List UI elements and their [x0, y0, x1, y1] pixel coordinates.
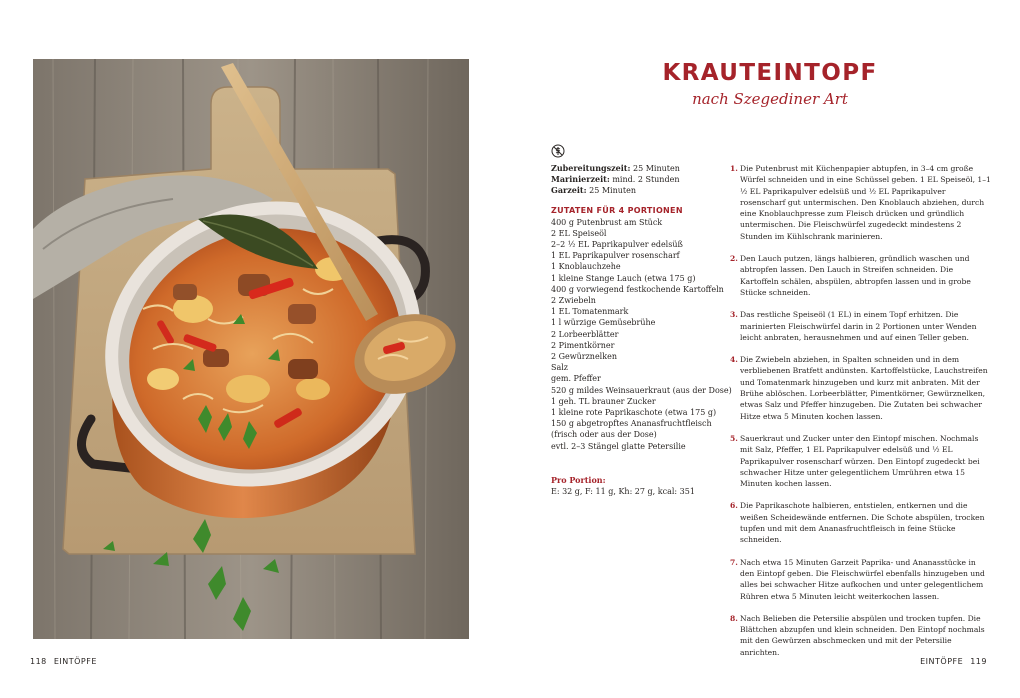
step-text: Nach Belieben die Petersilie abspülen und trocken tupfen. Die Blättchen abzupfen und klein schneiden. Den Eintopf nochmals mit den Gewürzen abschmecken und mit der Petersilie anrichten. — [740, 613, 985, 657]
portion-heading: Pro Portion: — [551, 474, 606, 485]
step-number: 6. — [730, 501, 738, 511]
step-number: 2. — [730, 254, 738, 264]
step-item — [730, 557, 992, 602]
step-text: Die Zwiebeln abziehen, in Spalten schneiden und in dem verbliebenen Bratfett andünsten. Kartoffelstücke, Lauchstreifen und Tomatenmark hinzugeben und kurz mit anbraten. Mit der Brühe ablöschen. Lorbeerblätter, Pimentkörner, Gewürznelken, etwas Salz und Pfeffer hinzugeben. Die Zutaten bei schwacher Hitze etwa 5 Minuten kochen lassen. — [740, 355, 988, 421]
step-item — [730, 163, 992, 242]
step-number: 3. — [730, 310, 738, 320]
footer-left — [30, 657, 97, 666]
marinate-time: Marinierzeit: mind. 2 Stunden — [551, 174, 680, 185]
ingredient-item: (frisch oder aus der Dose) — [551, 430, 657, 440]
ingredient-item: 1 EL Tomatenmark — [551, 307, 629, 317]
ingredient-item: 2 Gewürznelken — [551, 352, 617, 362]
ingredient-item: 2 Pimentkörner — [551, 340, 615, 350]
step-text: Sauerkraut und Zucker unter den Eintopf mischen. Nochmals mit Salz, Pfeffer, 1 EL Paprikapulver edelsüß und ½ EL Paprikapulver rosenscharf würzen. Den Eintopf zugedeckt bei schwacher Hitze unter gelegentlichem Umrühren etwa 15 Minuten kochen lassen. — [740, 433, 980, 489]
section-label-left: EINTÖPFE — [53, 657, 97, 666]
step-item — [730, 500, 992, 545]
step-number: 1. — [730, 164, 738, 173]
step-number: 5. — [730, 433, 738, 443]
instructions — [730, 163, 992, 669]
step-number: 4. — [730, 355, 738, 365]
step-item — [730, 253, 992, 298]
ingredient-item: 400 g vorwiegend festkochende Kartoffeln — [551, 284, 724, 294]
step-item — [730, 613, 992, 658]
ingredient-item: 400 g Putenbrust am Stück — [551, 217, 663, 227]
wheat-crossed-icon — [551, 143, 565, 157]
ingredient-item: 150 g abgetropftes Ananasfruchtfleisch — [551, 419, 712, 429]
recipe-info-column — [551, 163, 732, 497]
footer-right — [920, 657, 987, 666]
prep-time: Zubereitungszeit: 25 Minuten — [551, 163, 680, 173]
ingredient-item: 2 Lorbeerblätter — [551, 329, 619, 339]
step-item — [730, 433, 992, 489]
ingredient-item: 1 kleine rote Paprikaschote (etwa 175 g) — [551, 408, 717, 418]
cook-time: Garzeit: 25 Minuten — [551, 185, 636, 196]
step-text: Die Paprikaschote halbieren, entstielen, entkernen und die weißen Scheidewände entfernen. Die Schote abspülen, trocken tupfen und mit dem Ananasfruchtfleisch in feine Stücke schneiden. — [740, 501, 985, 545]
recipe-title: KRAUTEINTOPF — [662, 60, 878, 86]
ingredient-item: gem. Pfeffer — [551, 374, 601, 384]
page-number-left: 118 — [30, 657, 47, 666]
ingredient-item: 2–2 ½ EL Paprikapulver edelsüß — [551, 240, 683, 250]
step-text: Die Putenbrust mit Küchenpapier abtupfen, in 3–4 cm große Würfel schneiden und in eine Schüssel geben. 1 EL Speiseöl, 1–1 ½ EL Paprikapulver edelsüß und ½ EL Paprikapulver rosenscharf gut untermischen. Den Knoblauch abziehen, durch eine Knoblauchpresse zum Fleisch drücken und gründlich untermischen. Die Fleischwürfel zugedeckt mindestens 2 Stunden im Kühlschrank marinieren. — [740, 164, 991, 241]
ingredient-item: Salz — [551, 363, 569, 373]
step-number: 8. — [730, 613, 738, 623]
ingredient-item: 1 geh. TL brauner Zucker — [551, 396, 656, 406]
ingredient-item: 520 g mildes Weinsauerkraut (aus der Dose) — [551, 385, 732, 395]
ingredient-item: 2 EL Speiseöl — [551, 228, 607, 238]
section-label-right: EINTÖPFE — [920, 657, 964, 666]
ingredient-item: 1 l würzige Gemüsebrühe — [551, 318, 656, 328]
ingredients-heading: ZUTATEN FÜR 4 PORTIONEN — [551, 205, 683, 215]
recipe-subtitle: nach Szegediner Art — [692, 90, 848, 108]
ingredient-item: 1 EL Paprikapulver rosenscharf — [551, 251, 680, 261]
ingredients-list — [551, 217, 732, 452]
ingredient-item: evtl. 2–3 Stängel glatte Petersilie — [551, 441, 686, 451]
ingredient-item: 1 Knoblauchzehe — [551, 262, 621, 272]
step-text: Den Lauch putzen, längs halbieren, gründlich waschen und abtropfen lassen. Den Lauch in Streifen schneiden. Die Kartoffeln schälen, abspülen, abtropfen lassen und in grobe Stücke schneiden. — [740, 254, 971, 297]
step-item — [730, 354, 992, 422]
portion-values: E: 32 g, F: 11 g, Kh: 27 g, kcal: 351 — [551, 487, 695, 497]
ingredient-item: 1 kleine Stange Lauch (etwa 175 g) — [551, 273, 696, 283]
ingredient-item: 2 Zwiebeln — [551, 296, 596, 306]
step-text: Nach etwa 15 Minuten Garzeit Paprika- und Ananasstücke in den Eintopf geben. Die Fleischwürfel ebenfalls hinzugeben und alles bei schwacher Hitze aufkochen und unter gelegentlichem Rühren etwa 5 Minuten leicht weiterkochen lassen. — [740, 557, 985, 601]
page-number-right: 119 — [970, 657, 987, 666]
recipe-photo — [33, 59, 469, 639]
step-item — [730, 309, 992, 343]
step-number: 7. — [730, 557, 738, 567]
step-text: Das restliche Speiseöl (1 EL) in einem Topf erhitzen. Die marinierten Fleischwürfel darin in 2 Portionen unter Wenden leicht anbraten, herausnehmen und auf einen Teller geben. — [740, 310, 977, 342]
